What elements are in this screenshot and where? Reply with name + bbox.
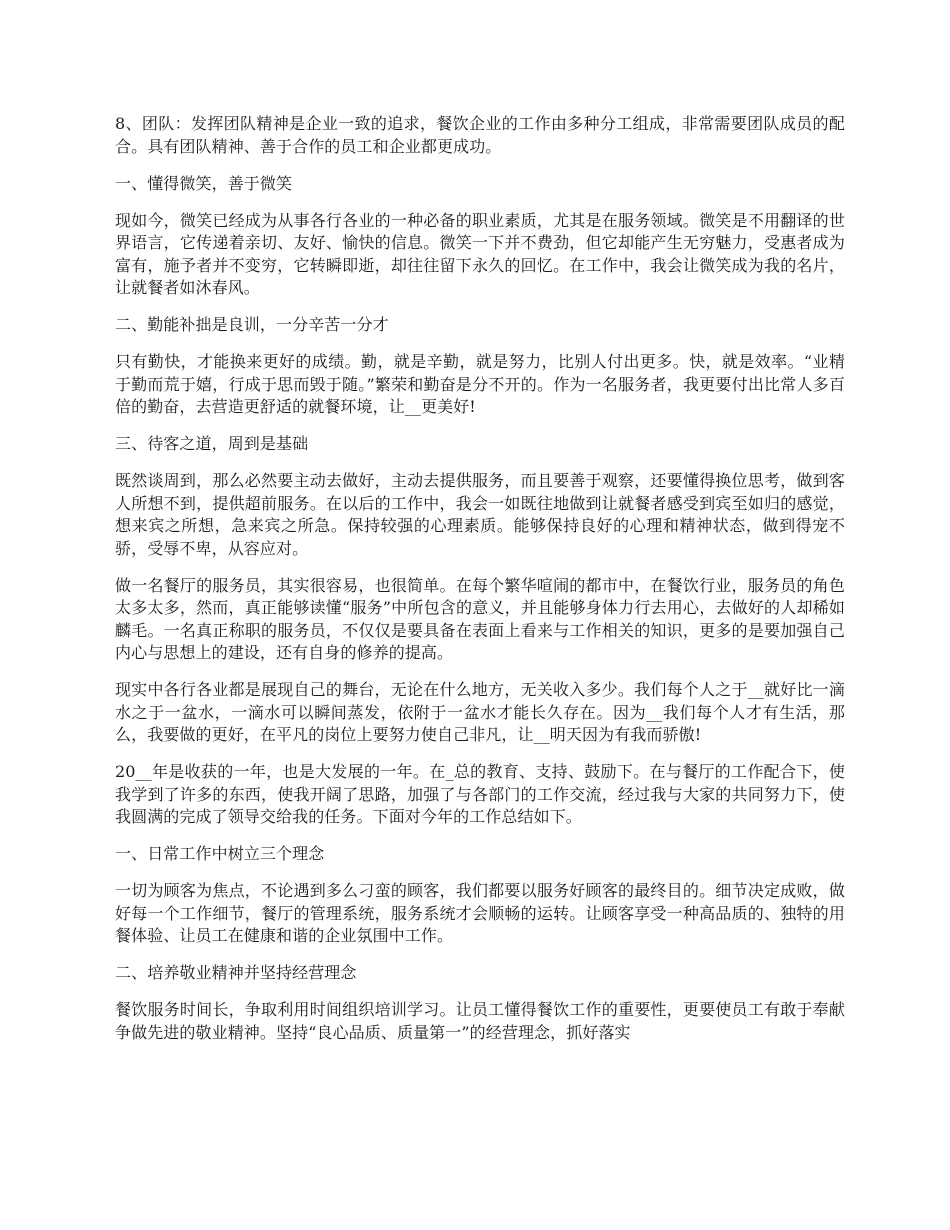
document-page	[115, 113, 845, 1059]
paragraph-year-summary: 20__年是收获的一年，也是大发展的一年。在_总的教育、支持、鼓励下。在与餐厅的工作配合下，使我学到了许多的东西，使我开阔了思路，加强了与各部门的工作交流，经过我与大家的共同努力下，使我圆满的完成了领导交给我的任务。下面对今年的工作总结如下。	[115, 762, 845, 826]
paragraph-diligence: 只有勤快，才能换来更好的成绩。勤，就是辛勤，就是努力，比别人付出更多。快，就是效率。“业精于勤而荒于嬉，行成于思而毁于随。”繁荣和勤奋是分不开的。作为一名服务者，我更要付出比常人多百倍的勤奋，去营造更舒适的就餐环境，让__更美好!	[115, 352, 845, 416]
paragraph-stage: 现实中各行各业都是展现自己的舞台，无论在什么地方，无关收入多少。我们每个人之于__就好比一滴水之于一盆水，一滴水可以瞬间蒸发，依附于一盆水才能长久存在。因为__我们每个人才有生活，那么，我要做的更好，在平凡的岗位上要努力使自己非凡，让__明天因为有我而骄傲!	[115, 680, 845, 744]
heading-dedication: 二、培养敬业精神并坚持经营理念	[115, 963, 357, 982]
paragraph-smile: 现如今，微笑已经成为从事各行各业的一种必备的职业素质，尤其是在服务领域。微笑是不用翻译的世界语言，它传递着亲切、友好、愉快的信息。微笑一下并不费劲，但它却能产生无穷魅力，受惠者成为富有，施予者并不变穷，它转瞬即逝，却往往留下永久的回忆。在工作中，我会让微笑成为我的名片，让就餐者如沐春风。	[115, 210, 845, 297]
heading-three-concepts: 一、日常工作中树立三个理念	[115, 844, 325, 863]
heading-smile: 一、懂得微笑，善于微笑	[115, 173, 293, 193]
paragraph-dedication: 餐饮服务时间长，争取利用时间组织培训学习。让员工懂得餐饮工作的重要性，更要使员工有敢于奉献争做先进的敬业精神。坚持“良心品质、质量第一”的经营理念，抓好落实	[115, 1000, 845, 1042]
heading-hospitality: 三、待客之道，周到是基础	[115, 434, 309, 453]
heading-diligence: 二、勤能补拙是良训，一分辛苦一分才	[115, 315, 389, 334]
paragraph-waiter-role: 做一名餐厅的服务员，其实很容易，也很简单。在每个繁华喧闹的都市中，在餐饮行业，服务员的角色太多太多，然而，真正能够读懂“服务”中所包含的意义，并且能够身体力行去用心，去做好的人却稀如麟毛。一名真正称职的服务员，不仅仅是要具备在表面上看来与工作相关的知识，更多的是要加强自己内心与思想上的建设，还有自身的修养的提高。	[115, 575, 845, 662]
paragraph-team-spirit: 8、团队：发挥团队精神是企业一致的追求，餐饮企业的工作由多种分工组成，非常需要团队成员的配合。具有团队精神、善于合作的员工和企业都更成功。	[115, 114, 845, 156]
paragraph-three-concepts: 一切为顾客为焦点，不论遇到多么刁蛮的顾客，我们都要以服务好顾客的最终目的。细节决定成败，做好每一个工作细节，餐厅的管理系统，服务系统才会顺畅的运转。让顾客享受一种高品质的、独特的用餐体验、让员工在健康和谐的企业氛围中工作。	[115, 881, 845, 945]
paragraph-hospitality: 既然谈周到，那么必然要主动去做好，主动去提供服务，而且要善于观察，还要懂得换位思考，做到客人所想不到，提供超前服务。在以后的工作中，我会一如既往地做到让就餐者感受到宾至如归的感觉，想来宾之所想，急来宾之所急。保持较强的心理素质。能够保持良好的心理和精神状态，做到得宠不骄，受辱不卑，从容应对。	[115, 471, 845, 558]
